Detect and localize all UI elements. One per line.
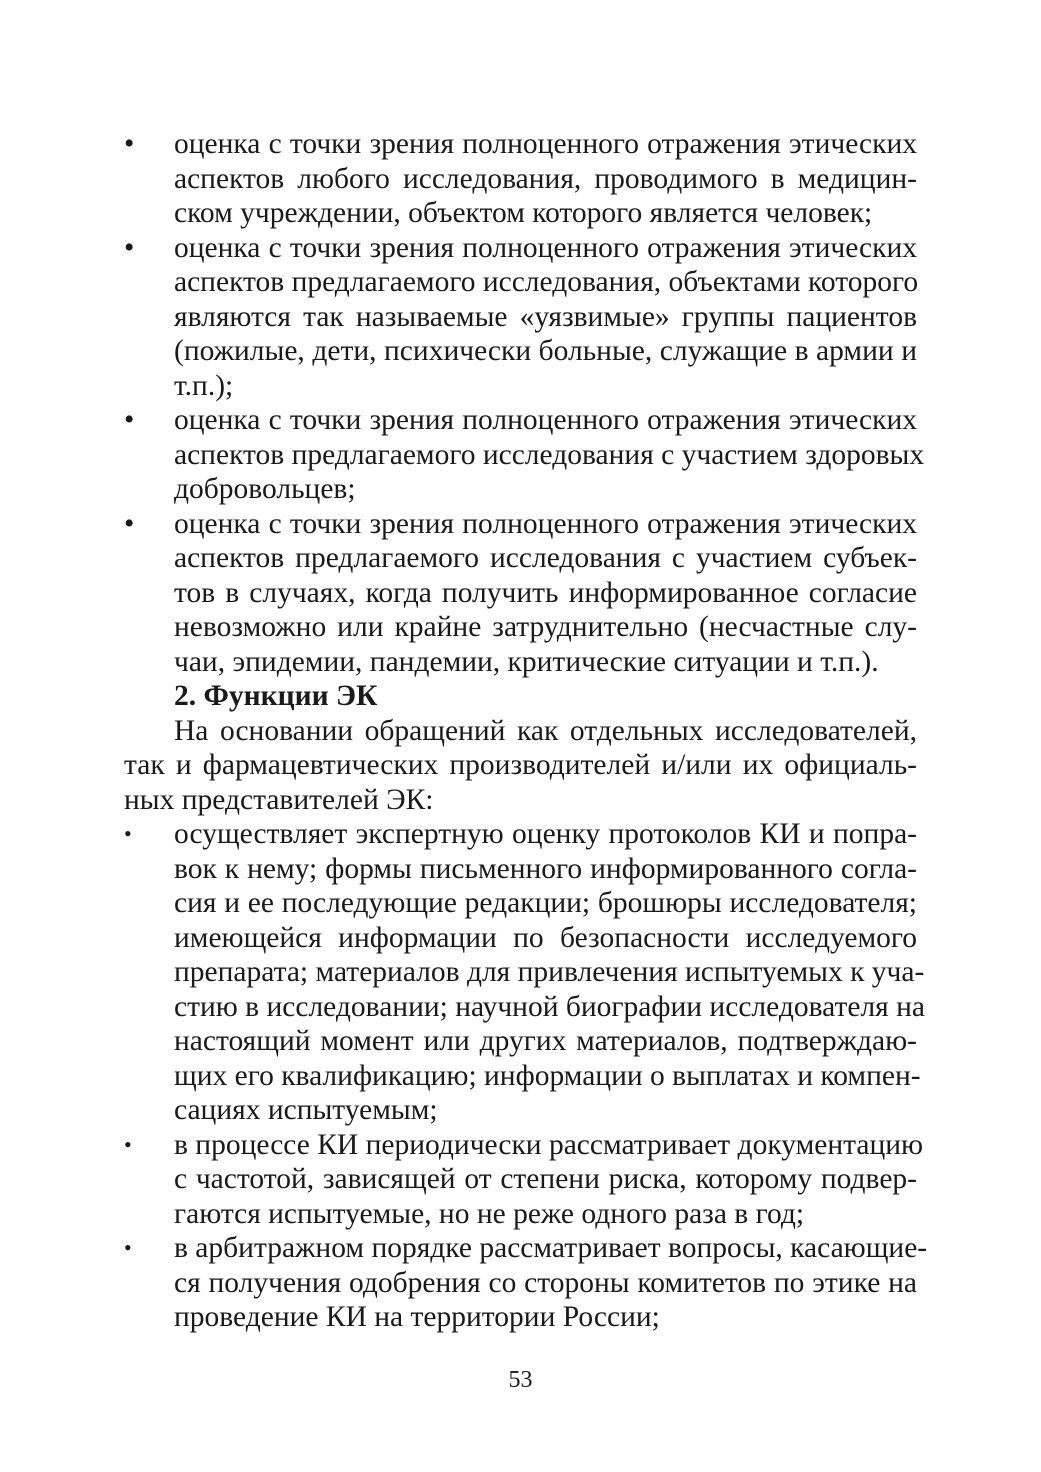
list-item-line: сациях испытуемым; xyxy=(174,1094,438,1126)
bullet-marker: • xyxy=(124,507,135,540)
list-item-line: препарата; материалов для привлечения испытуемых к уча- xyxy=(174,956,925,988)
list-item-line: имеющейся информации по безопасности исследуемого xyxy=(174,921,917,954)
list-item-line: (пожилые, дети, психически больные, служащие в армии и xyxy=(174,335,917,367)
list-item-line: являются так называемые «уязвимые» группы пациентов xyxy=(174,300,917,333)
bullet-marker: • xyxy=(124,128,135,160)
list-item-line: осуществляет экспертную оценку протоколов КИ и попра- xyxy=(174,818,917,850)
list-item-line: чаи, эпидемии, пандемии, критические ситуации и т.п.). xyxy=(174,645,879,678)
list-item-line: гаются испытуемые, но не реже одного раза в год; xyxy=(174,1197,805,1230)
list-item xyxy=(124,817,925,1128)
list-item-line: аспектов предлагаемого исследования с участием здоровых xyxy=(174,438,925,471)
list-item-line: оценка с точки зрения полноценного отражения этических xyxy=(174,404,917,436)
list-item-line: аспектов предлагаемого исследования с участием субъек- xyxy=(174,542,917,574)
paragraph-line: так и фармацевтических производителей и/или их официаль- xyxy=(124,749,917,781)
bullet-marker: • xyxy=(124,1235,132,1260)
list-item-line: сия и ее последующие редакции; брошюры исследователя; xyxy=(174,887,917,919)
list-item-line: аспектов предлагаемого исследования, объектами которого xyxy=(174,266,919,298)
list-item-line: оценка с точки зрения полноценного отражения этических xyxy=(174,507,917,540)
paragraph-line: ных представителей ЭК: xyxy=(124,783,434,816)
list-item-line: настоящий момент или других материалов, подтверждаю- xyxy=(174,1025,917,1057)
bullet-marker: • xyxy=(124,404,135,436)
list-item-line: оценка с точки зрения полноценного отражения этических xyxy=(174,128,917,160)
list-item xyxy=(124,403,925,507)
paragraph-line: На основании обращений как отдельных исследователей, xyxy=(174,714,917,747)
list-item xyxy=(124,1231,928,1335)
bullet-marker: • xyxy=(124,821,132,846)
list-item-line: в арбитражном порядке рассматривает вопросы, касающие- xyxy=(174,1232,928,1264)
list-item xyxy=(124,231,917,404)
list-item-line: аспектов любого исследования, проводимого в медицин- xyxy=(174,162,917,195)
page-number: 53 xyxy=(508,1367,533,1393)
list-item-line: ся получения одобрения со стороны комитетов по этике на xyxy=(174,1266,917,1299)
list-item-line: в процессе КИ периодически рассматривает документацию xyxy=(174,1128,924,1161)
list-item xyxy=(124,1128,924,1232)
list-item xyxy=(124,127,917,231)
list-item-line: с частотой, зависящей от степени риска, которому подвер- xyxy=(174,1163,917,1195)
list-item-line: т.п.); xyxy=(174,369,234,402)
section-heading: 2. Функции ЭК xyxy=(174,680,378,712)
list-item-line: проведение КИ на территории России; xyxy=(174,1301,660,1333)
list-item-line: щих его квалификацию; информации о выплатах и компен- xyxy=(174,1059,921,1092)
list-item xyxy=(124,507,917,680)
body-text xyxy=(124,127,928,1335)
list-item-line: ском учреждении, объектом которого является человек; xyxy=(174,197,873,229)
list-item-line: добровольцев; xyxy=(174,473,356,505)
list-item-line: вок к нему; формы письменного информированного согла- xyxy=(174,852,917,885)
bullet-marker: • xyxy=(124,1131,132,1157)
list-item-line: оценка с точки зрения полноценного отражения этических xyxy=(174,231,917,264)
bullet-marker: • xyxy=(124,231,135,264)
list-item-line: стию в исследовании; научной биографии исследователя на xyxy=(174,990,925,1023)
list-item-line: невозможно или крайне затруднительно (несчастные слу- xyxy=(174,611,917,643)
list-item-line: тов в случаях, когда получить информированное согласие xyxy=(174,576,917,609)
